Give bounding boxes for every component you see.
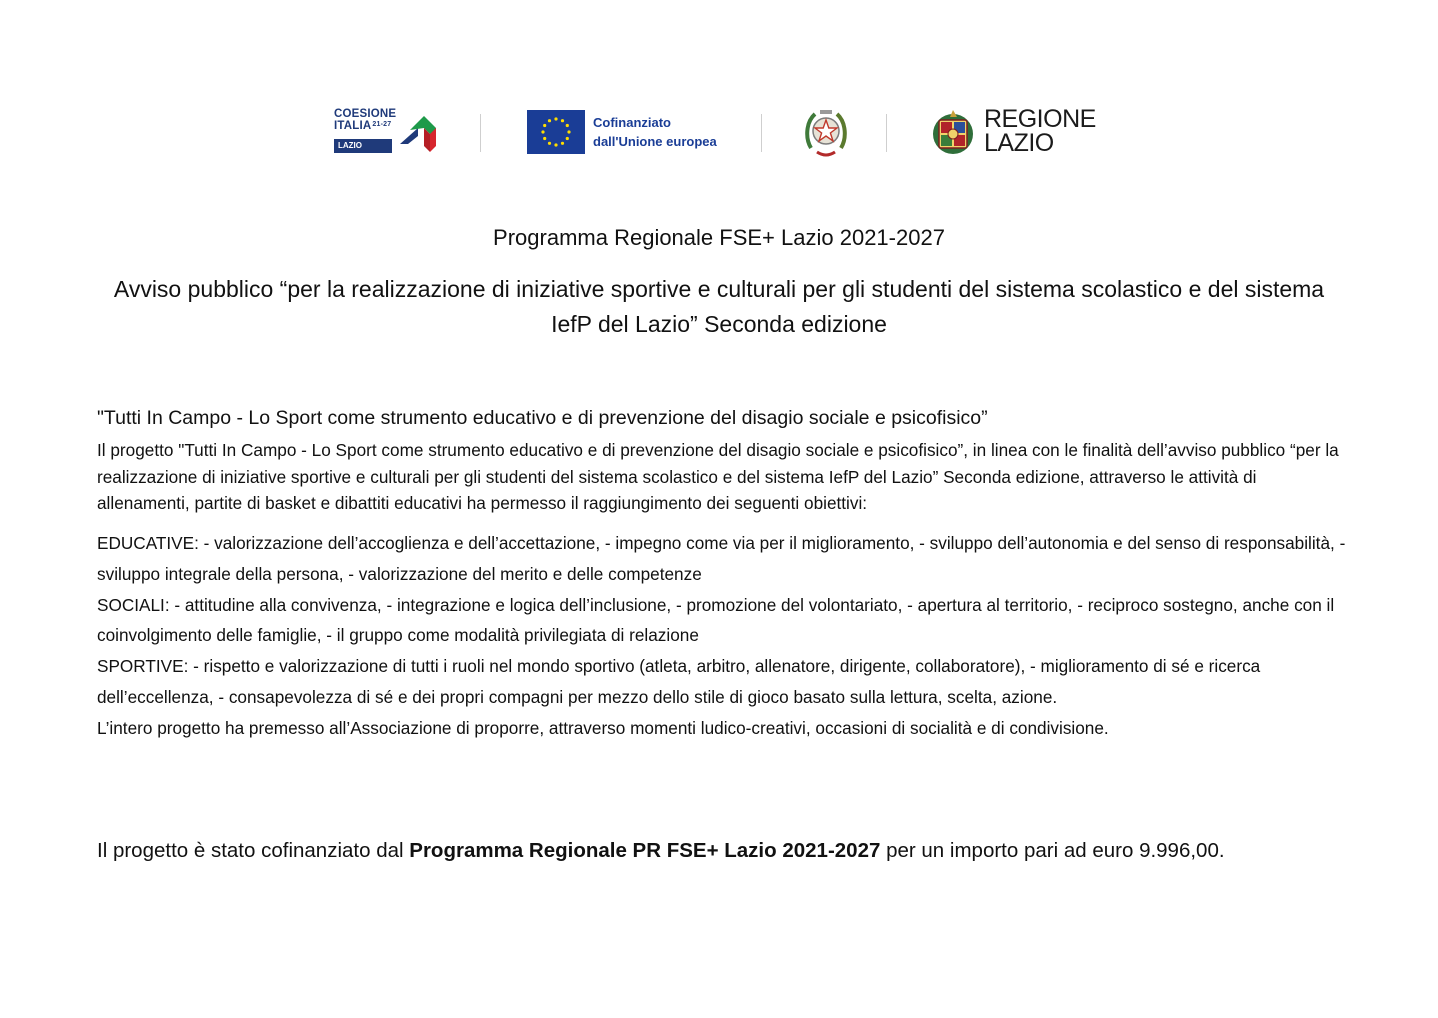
funding-statement	[97, 836, 1357, 866]
logo-divider	[886, 114, 887, 152]
eu-cofinanced-text	[593, 113, 717, 151]
objective-sportive: SPORTIVE: - rispetto e valorizzazione di tutti i ruoli nel mondo sportivo (atleta, arbitro, allenatore, dirigente, collaboratore), - miglioramento di sé e ricerca dell’eccellenza, - consapevolezza di sé e dei propri compagni per mezzo dello stile di gioco basato sulla lettura, scelta, azione.	[97, 656, 1261, 707]
italian-republic-emblem-icon	[803, 104, 849, 160]
notice-title: Avviso pubblico “per la realizzazione di iniziative sportive e culturali per gli studenti del sistema scolastico e del sistema IefP del Lazio” Seconda edizione	[113, 276, 1325, 337]
project-title: "Tutti In Campo - Lo Sport come strumento educativo e di prevenzione del disagio sociale e psicofisico”	[97, 407, 988, 429]
eu-line-1: Cofinanziato	[593, 115, 671, 130]
funding-program: Programma Regionale PR FSE+ Lazio 2021-2027	[409, 839, 881, 862]
funding-prefix: Il progetto è stato cofinanziato dal	[97, 839, 410, 862]
italian-republic-emblem	[803, 104, 849, 160]
eu-line-2: dall'Unione europea	[593, 134, 717, 149]
regione-line-1: REGIONE	[984, 105, 1096, 133]
coesione-region-tag: LAZIO	[334, 139, 392, 153]
regione-line-2: LAZIO	[984, 129, 1054, 157]
logo-divider	[480, 114, 481, 152]
funding-suffix: per un importo pari ad euro 9.996,00.	[880, 839, 1225, 862]
regione-lazio-crest-icon	[930, 104, 976, 160]
coesione-italia-icon	[396, 110, 440, 154]
program-title: Programma Regionale FSE+ Lazio 2021-2027	[493, 225, 945, 250]
project-intro: Il progetto "Tutti In Campo - Lo Sport come strumento educativo e di prevenzione del disagio sociale e psicofisico”, in linea con le finalità dell’avviso pubblico “per la realizzazione di iniziative sportive e culturali per gli studenti del sistema scolastico e del sistema IefP del Lazio” Seconda edizione, attraverso le attività di allenamenti, partite di basket e dibattiti educativi ha permesso il raggiungimento dei seguenti obiettivi:	[97, 440, 1339, 513]
eu-flag-icon	[527, 110, 585, 154]
regione-lazio-text	[984, 107, 1096, 155]
coesione-italia-logo	[334, 106, 444, 156]
eu-cofinanced-logo	[527, 110, 727, 154]
logo-divider	[761, 114, 762, 152]
coesione-label: COESIONE	[334, 108, 397, 120]
regione-lazio-logo	[930, 104, 1096, 160]
objective-sociali: SOCIALI: - attitudine alla convivenza, - integrazione e logica dell’inclusione, - promozione del volontariato, - apertura al territorio, - reciproco sostegno, anche con il coinvolgimento delle famiglie, - il gruppo come modalità privilegiata di relazione	[97, 594, 1335, 646]
coesione-italia-word: ITALIA	[334, 120, 372, 132]
logo-band	[300, 100, 1100, 162]
project-objectives	[97, 528, 1347, 744]
objective-educative: EDUCATIVE: - valorizzazione dell’accoglienza e dell’accettazione, - impegno come via per il miglioramento, - sviluppo dell’autonomia e del senso di responsabilità, - sviluppo integrale della persona, - valorizzazione del merito e delle competenze	[97, 533, 1346, 584]
project-closing: L’intero progetto ha premesso all’Associazione di proporre, attraverso momenti ludico-creativi, occasioni di socialità e di condivisione.	[97, 717, 1109, 738]
coesione-years: 21-27	[372, 121, 392, 128]
coesione-italia-label	[334, 120, 391, 132]
